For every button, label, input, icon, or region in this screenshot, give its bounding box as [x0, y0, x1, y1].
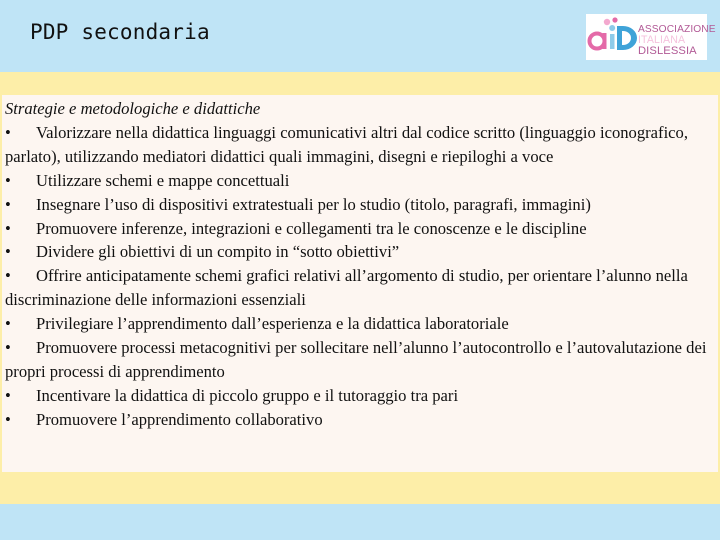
list-item-text: Incentivare la didattica di piccolo gruppo e il tutoraggio tra pari	[36, 385, 459, 405]
logo-line-italiana: ITALIANA	[638, 34, 686, 46]
logo-line-dislessia: DISLESSIA	[638, 45, 697, 57]
list-item-text: Insegnare l’uso di dispositivi extratestuali per lo studio (titolo, paragrafi, immagini)	[36, 194, 591, 214]
list-item-text: Promuovere inferenze, integrazioni e collegamenti tra le conoscenze e le discipline	[36, 218, 587, 238]
bullet-icon: •	[5, 314, 11, 334]
logo-line-associazione: ASSOCIAZIONE	[638, 24, 716, 35]
bullet-icon: •	[5, 409, 11, 429]
list-item	[5, 121, 717, 169]
bullet-icon: •	[5, 242, 11, 262]
bullet-icon: •	[5, 266, 11, 286]
list-item-text: Utilizzare schemi e mappe concettuali	[36, 170, 290, 190]
list-item	[5, 312, 717, 336]
list-item-text: Valorizzare nella didattica linguaggi comunicativi altri dal codice scritto (linguaggio iconografico, parlato), utilizzando mediatori didattici quali immagini, disegni e riepiloghi a voce	[5, 122, 688, 166]
list-item-text: Promuovere l’apprendimento collaborativo	[36, 409, 323, 429]
list-item	[5, 193, 717, 217]
list-item-text: Offrire anticipatamente schemi grafici relativi all’argomento di studio, per orientare l’alunno nella discriminazione delle informazioni essenziali	[5, 266, 688, 310]
list-item	[5, 240, 717, 264]
strategies-text	[5, 97, 717, 432]
list-item-text: Promuovere processi metacognitivi per sollecitare nell’alunno l’autocontrollo e l’autovalutazione dei propri processi di apprendimento	[5, 338, 707, 381]
list-item	[5, 408, 717, 432]
list-item-text: Privilegiare l’apprendimento dall’esperienza e la didattica laboratoriale	[36, 314, 509, 334]
list-item	[5, 384, 717, 408]
list-item	[5, 336, 717, 384]
bullet-icon: •	[5, 194, 11, 214]
aid-logo	[586, 14, 716, 60]
page-title: PDP secondaria	[30, 20, 210, 44]
bullet-icon: •	[5, 170, 11, 190]
bullet-icon: •	[5, 122, 11, 142]
section-heading: Strategie e metodologiche e didattiche	[5, 99, 261, 118]
bullet-icon: •	[5, 385, 11, 405]
list-item	[5, 169, 717, 193]
bullet-icon: •	[5, 338, 11, 358]
list-item	[5, 264, 717, 312]
bullet-icon: •	[5, 218, 11, 238]
list-item-text: Dividere gli obiettivi di un compito in “sotto obiettivi”	[36, 242, 400, 262]
list-item	[5, 217, 717, 241]
